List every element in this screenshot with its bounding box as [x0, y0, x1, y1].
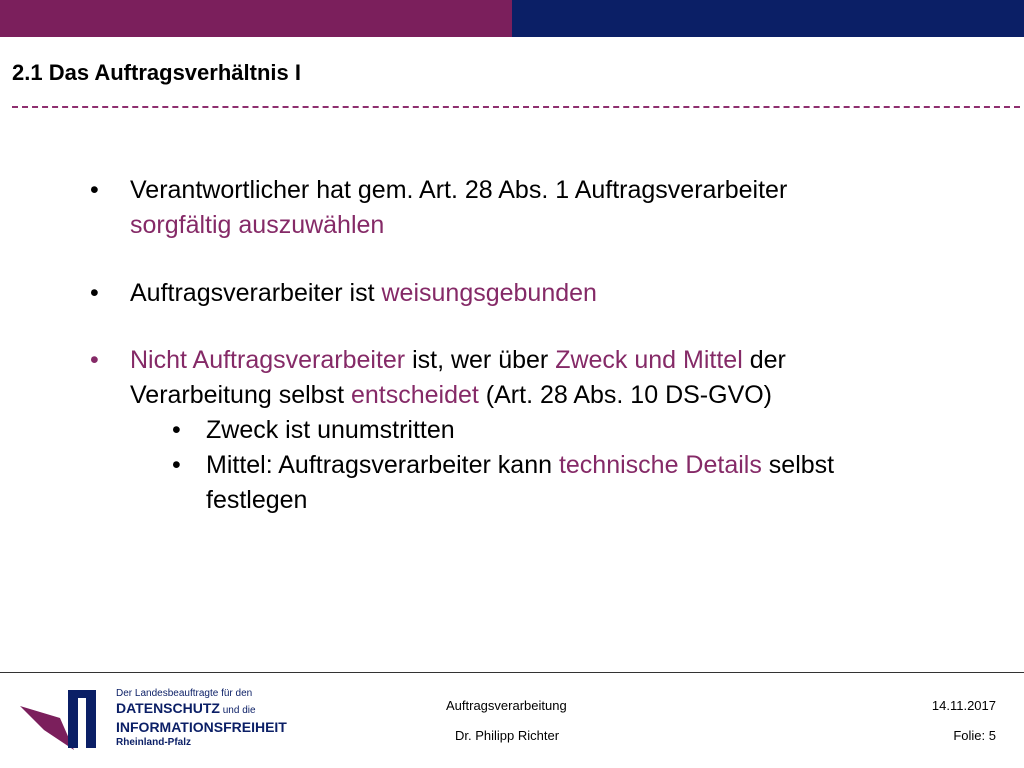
top-bar-navy — [512, 0, 1024, 37]
title-divider — [12, 106, 1020, 108]
bullet-highlight: technische Details — [558, 451, 762, 479]
bullet-highlight: Zweck und Mittel — [555, 346, 743, 374]
bullet-text: Verarbeitung selbst — [130, 381, 351, 409]
logo-line: und die — [219, 705, 256, 716]
top-color-bar — [0, 0, 1024, 37]
footer-slide-number: Folie: 5 — [953, 728, 996, 743]
sub-bullet-item — [172, 413, 996, 448]
bullet-item — [90, 276, 990, 311]
footer-topic: Auftragsverarbeitung — [446, 698, 567, 713]
bullet-marker: • — [172, 416, 181, 444]
logo-text — [116, 688, 287, 749]
bullet-marker: • — [172, 451, 181, 479]
bullet-highlight: Nicht Auftragsverarbeiter — [130, 346, 406, 374]
bullet-text: Mittel: Auftragsverarbeiter kann — [206, 451, 559, 479]
footer-divider — [0, 672, 1024, 673]
bullet-marker: • — [90, 346, 99, 374]
bullet-text: ist, wer über — [405, 346, 556, 374]
bullet-text: der — [742, 346, 786, 374]
bullet-highlight: weisungsgebunden — [381, 279, 597, 307]
logo-line: INFORMATIONSFREIHEIT — [116, 719, 287, 735]
logo-line: DATENSCHUTZ — [116, 700, 220, 716]
bullet-text: Verantwortlicher hat gem. Art. 28 Abs. 1 Auftragsverarbeiter — [130, 176, 788, 204]
bullet-text: Zweck ist unumstritten — [206, 416, 455, 444]
bullet-marker: • — [90, 279, 99, 307]
bullet-marker: • — [90, 176, 99, 204]
bullet-highlight: sorgfältig auszuwählen — [130, 211, 385, 239]
slide-title: 2.1 Das Auftragsverhältnis I — [12, 60, 301, 85]
footer-author: Dr. Philipp Richter — [455, 728, 560, 743]
footer-date: 14.11.2017 — [931, 698, 996, 713]
logo-line: Der Landesbeauftragte für den — [116, 688, 253, 699]
bullet-item — [90, 343, 990, 413]
logo-line: Rheinland-Pfalz — [116, 737, 192, 748]
bullet-text: (Art. 28 Abs. 10 DS-GVO) — [478, 381, 773, 409]
ldi-logo-icon — [18, 688, 102, 750]
bullet-highlight: entscheidet — [350, 381, 479, 409]
bullet-item — [90, 173, 990, 243]
bullet-text: festlegen — [206, 486, 308, 514]
bullet-text: selbst — [761, 451, 835, 479]
bullet-text: Auftragsverarbeiter ist — [130, 279, 382, 307]
sub-bullet-item — [172, 448, 996, 518]
top-bar-magenta — [0, 0, 512, 37]
